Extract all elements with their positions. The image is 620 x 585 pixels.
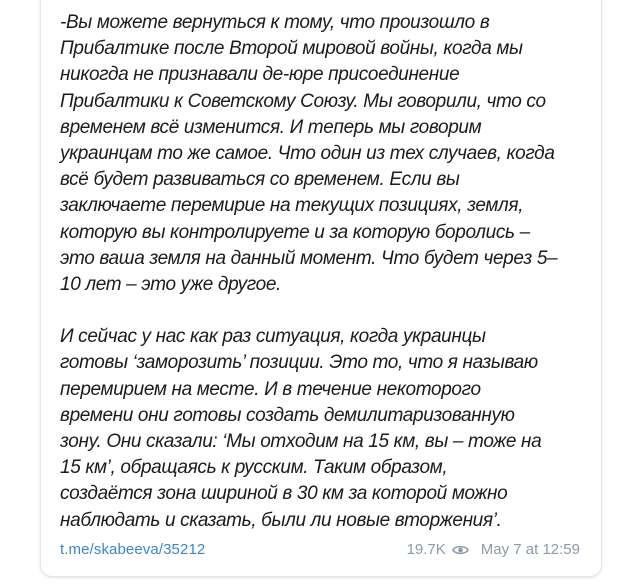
eye-icon [452, 544, 469, 556]
message-paragraph-1: -Вы можете вернуться к тому, что произошло в Прибалтике после Второй мировой войны, когда мы никогда не признавали де-юре присоединение Прибалтики к Советскому Союзу. Мы говорили, что со временем всё изменится. И теперь мы говорим украинцам то же самое. Что один из тех случаев, когда всё будет развиваться со временем. Если вы заключаете перемирие на текущих позициях, земля, которую вы контролируете и за которую боролись – это ваша земля на данный момент. Что будет через 5– 10 лет – это уже другое. [60, 12, 558, 296]
message-meta [407, 538, 580, 562]
message-timestamp: May 7 at 12:59 [480, 541, 580, 558]
views-count: 19.7K [406, 541, 446, 558]
post-link[interactable]: t.me/skabeeva/35212 [60, 541, 206, 558]
message-text [60, 10, 590, 534]
message-paragraph-2: И сейчас у нас как раз ситуация, когда украинцы готовы ‘заморозить’ позиции. Это то, что я называю перемирием на месте. И в течение некоторого времени они готовы создать демилитаризованную зону. Они сказали: ‘Мы отходим на 15 км, вы – тоже на 15 км’, обращаясь к русским. Таким образом, создаётся зона шириной в 30 км за которой можно наблюдать и сказать, были ли новые вторжения’. [60, 326, 542, 531]
message-footer [60, 538, 580, 562]
